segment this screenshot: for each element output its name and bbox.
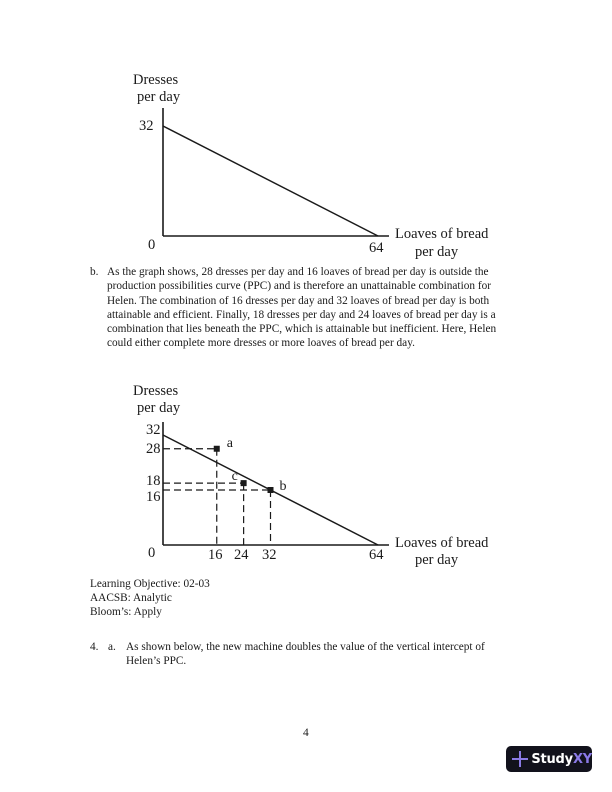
chart1-x-label-line2: per day (415, 244, 459, 260)
blooms-tag: Bloom’s: Apply (90, 606, 162, 618)
chart2-xtick-32: 32 (262, 547, 277, 563)
badge-brand: Study (531, 751, 573, 767)
chart1-y-label-line2: per day (137, 89, 181, 105)
chart2-point-label-a: a (226, 435, 233, 451)
badge-brand-accent: XY (572, 751, 592, 767)
chart2-point-b (268, 487, 274, 493)
aacsb-tag: AACSB: Analytic (90, 592, 172, 604)
chart1-ytick-32: 32 (139, 118, 154, 134)
chart2-xtick-16: 16 (208, 547, 223, 563)
chart2-xtick-24: 24 (234, 547, 249, 563)
chart2-point-a (214, 446, 220, 452)
learning-objective: Learning Objective: 02-03 (90, 578, 210, 590)
chart1-xtick-64: 64 (369, 240, 384, 256)
chart2-point-c (241, 480, 247, 486)
answer-b-text: As the graph shows, 28 dresses per day and 16 loaves of bread per day is outside the production possibilities curve (PPC) and is therefore an unattainable combination for Helen. The combination of 16 dresses per day and 32 loaves of bread per day is both attainable and efficient. Finally, 18 dresses per day and 24 loaves of bread per day is a combination that lies beneath the PPC, which is attainable but inefficient. Here, Helen could either complete more dresses or more loaves of bread per day. (107, 266, 497, 350)
chart2-point-label-c: c (231, 469, 238, 485)
plus-icon (512, 751, 526, 767)
badge-label (531, 752, 592, 767)
question-4-number: 4. (90, 641, 99, 653)
chart1-x-label-line1: Loaves of bread (395, 226, 489, 242)
chart2-ytick-16: 16 (146, 489, 161, 505)
chart2-point-label-b: b (279, 479, 287, 494)
chart1-y-label-line1: Dresses (133, 72, 179, 88)
chart2-x-label-line2: per day (415, 552, 459, 568)
chart2-origin-label: 0 (148, 545, 156, 561)
chart1-origin-label: 0 (148, 237, 156, 253)
chart2-ytick-18: 18 (146, 473, 161, 489)
studyxy-badge[interactable] (506, 746, 592, 772)
chart2-x-label-line1: Loaves of bread (395, 535, 489, 551)
question-4a-text: As shown below, the new machine doubles the value of the vertical intercept of Helen’s PPC. (126, 641, 485, 668)
chart2-y-label-line1: Dresses (133, 383, 179, 399)
answer-b-marker: b. (90, 266, 99, 278)
page-number: 4 (303, 727, 309, 739)
chart2-ytick-32: 32 (146, 422, 161, 438)
question-4a-marker: a. (108, 641, 116, 653)
chart2-ytick-28: 28 (146, 441, 161, 457)
chart2-y-label-line2: per day (137, 400, 181, 416)
chart2-xtick-64: 64 (369, 547, 384, 563)
